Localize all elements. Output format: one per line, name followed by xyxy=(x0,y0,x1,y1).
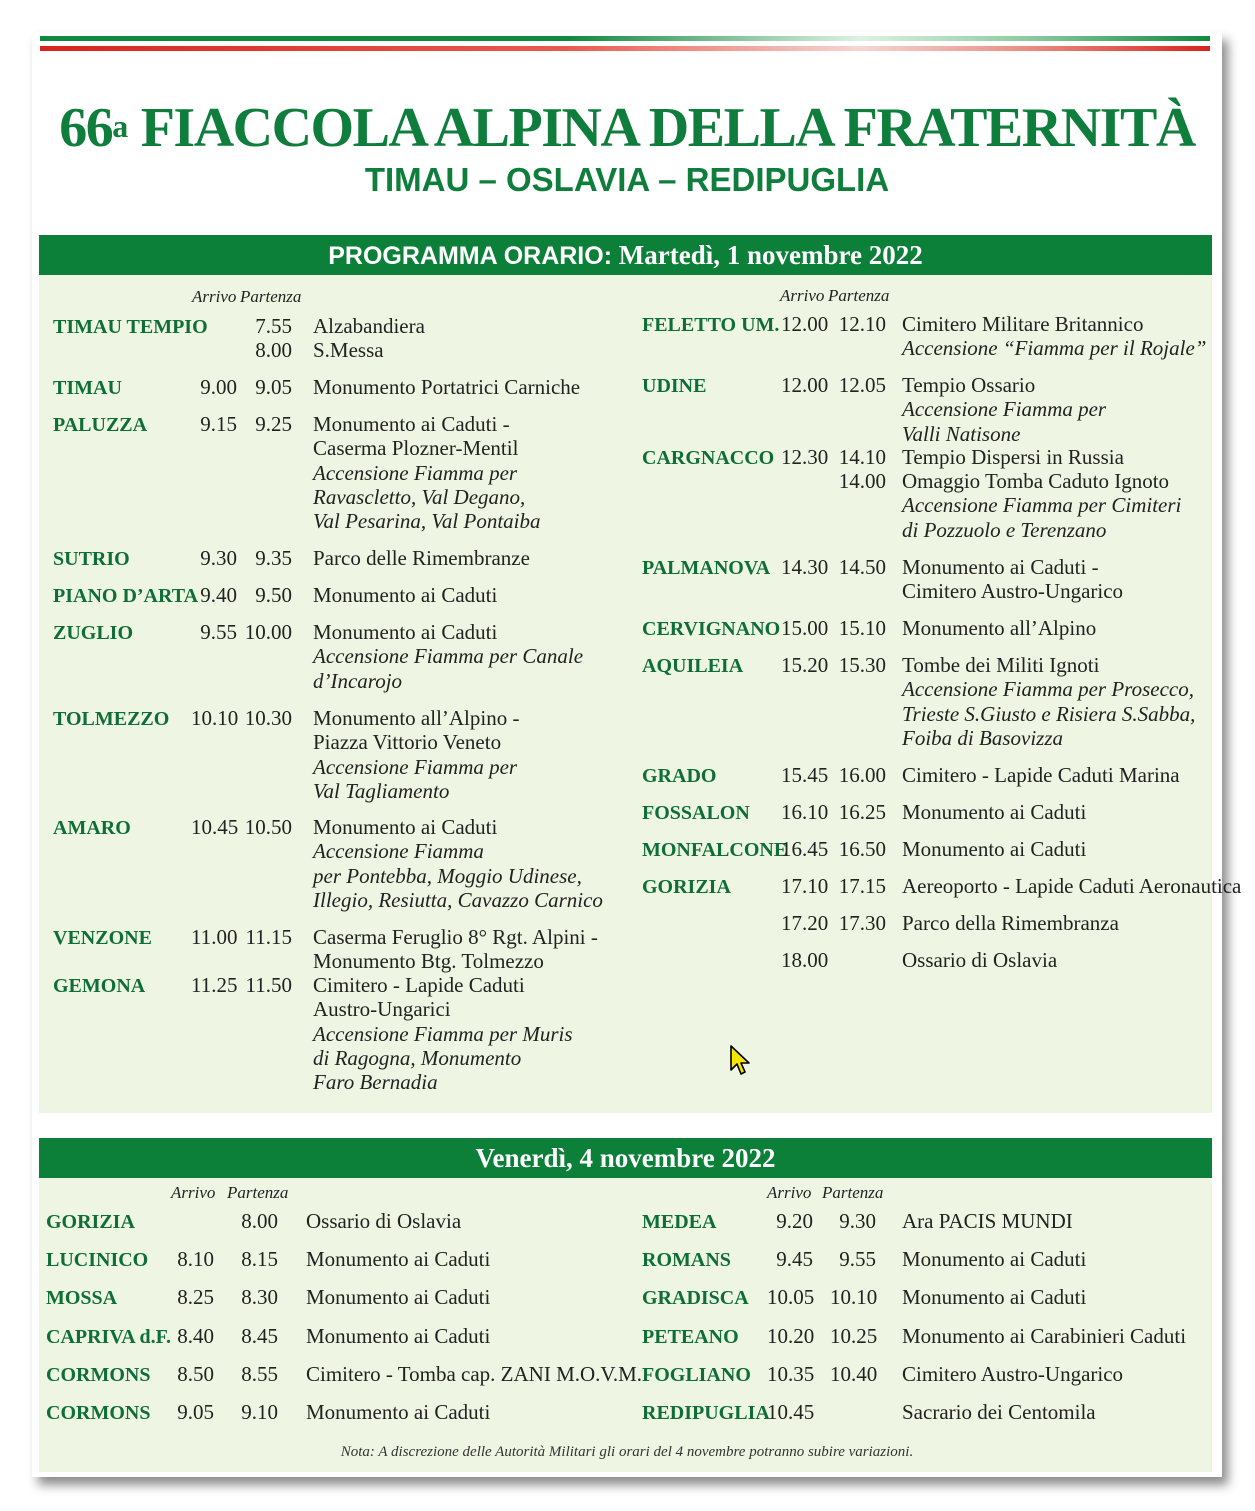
day1-right-venue-line: Monumento ai Caduti xyxy=(902,800,1087,824)
day1-left-arrival-time: 9.55 xyxy=(200,620,237,644)
day2-left-arrival-time: 9.05 xyxy=(177,1400,214,1424)
day2-right-description: Monumento ai Caduti xyxy=(902,1247,1087,1272)
day2-right-place: MEDEA xyxy=(642,1211,717,1233)
day1-right-arrival-time: 16.45 xyxy=(781,837,829,861)
route-subtitle: TIMAU – OSLAVIA – REDIPUGLIA xyxy=(364,161,890,198)
day1-right-venue-line: Cimitero Austro-Ungarico xyxy=(902,579,1124,604)
day1-left-venue-line: Austro-Ungarici xyxy=(313,997,451,1022)
day1-left-description xyxy=(313,583,497,607)
day1-left-departure-time: 11.50 xyxy=(245,973,292,997)
day1-left-note-line: Val Tagliamento xyxy=(313,778,450,803)
day1-left-place: TOLMEZZO xyxy=(53,708,170,730)
day1-right-departure-time: 12.05 xyxy=(838,373,886,397)
day1-right-place: MONFALCONE xyxy=(642,839,788,861)
day1-right-note-line: Foiba di Basovizza xyxy=(902,725,1063,750)
day1-left-arrival-time: 10.45 xyxy=(191,815,239,839)
day1-date: Martedì, 1 novembre 2022 xyxy=(618,240,923,270)
day1-left-description xyxy=(313,412,541,533)
day2-right-arrival-time: 9.45 xyxy=(776,1247,813,1272)
day2-left-place: MOSSA xyxy=(46,1287,118,1310)
day1-right-venue-line: Tombe dei Militi Ignoti xyxy=(902,653,1100,677)
day1-right-departure-time: 16.25 xyxy=(838,800,886,824)
day1-right-place: FOSSALON xyxy=(642,802,750,824)
day1-left-description xyxy=(313,815,603,912)
day1-right-departure-time: 14.10 xyxy=(838,445,886,469)
day1-right-note-line: Trieste S.Giusto e Risiera S.Sabba, xyxy=(902,701,1196,726)
day1-left-arrival-time: 9.40 xyxy=(200,583,237,607)
day1-right-venue-line: Parco della Rimembranza xyxy=(902,911,1119,935)
day1-left-place: TIMAU TEMPIO xyxy=(53,316,208,338)
day1-left-description xyxy=(313,620,583,693)
day1-right-description xyxy=(902,874,1241,898)
day1-right-arrivo-header: Arrivo xyxy=(780,286,825,305)
day1-right-place: AQUILEIA xyxy=(642,655,744,677)
day1-right-description xyxy=(902,445,1124,469)
day2-left-arrival-time: 8.10 xyxy=(177,1247,214,1272)
day1-right-note-line: Accensione Fiamma per Prosecco, xyxy=(902,677,1194,702)
day1-right-description xyxy=(902,312,1206,361)
day2-right-departure-time: 9.55 xyxy=(839,1247,876,1272)
day1-left-note-line: d’Incarojo xyxy=(313,668,403,693)
day1-right-arrival-time: 12.30 xyxy=(781,445,829,469)
day1-left-place: TIMAU xyxy=(53,377,122,399)
day1-left-departure-time: 9.25 xyxy=(255,412,292,436)
day2-left-arrival-time: 8.25 xyxy=(177,1285,214,1310)
day1-left-venue-line: Cimitero - Lapide Caduti xyxy=(313,973,525,997)
day1-left-description xyxy=(313,375,580,399)
day1-right-venue-line: Cimitero - Lapide Caduti Marina xyxy=(902,763,1180,787)
day1-right-departure-time: 14.50 xyxy=(838,555,886,579)
day1-left-departure-time: 9.35 xyxy=(255,546,292,570)
day2-left-place: CORMONS xyxy=(46,1363,151,1386)
day1-left-venue-line: Monumento Btg. Tolmezzo xyxy=(313,949,544,974)
day1-right-venue-line: Cimitero Militare Britannico xyxy=(902,312,1144,336)
day1-left-venue-line: Monumento ai Caduti xyxy=(313,815,498,839)
day2-left-departure-time: 8.30 xyxy=(241,1285,278,1310)
day1-left-venue-line: Piazza Vittorio Veneto xyxy=(313,730,502,755)
day2-right-description: Monumento ai Caduti xyxy=(902,1285,1087,1310)
day1-left-description xyxy=(313,338,384,362)
day1-right-note-line: di Pozzuolo e Terenzano xyxy=(902,517,1107,542)
day1-right-note-line: Accensione Fiamma per xyxy=(902,397,1107,422)
day1-right-departure-time: 14.00 xyxy=(838,469,886,493)
day2-left-description: Ossario di Oslavia xyxy=(306,1209,462,1233)
day2-left-arrival-time: 8.50 xyxy=(177,1361,214,1386)
day1-left-departure-time: 9.05 xyxy=(255,375,292,399)
day1-right-description xyxy=(902,469,1181,542)
day1-right-description xyxy=(902,800,1086,824)
day1-left-place: ZUGLIO xyxy=(53,622,134,644)
day1-right-description xyxy=(902,373,1106,446)
day1-right-departure-time: 15.10 xyxy=(838,616,886,640)
day1-left-place: PALUZZA xyxy=(53,414,148,436)
day2-right-arrival-time: 9.20 xyxy=(776,1209,813,1233)
day2-left-description: Monumento ai Caduti xyxy=(306,1247,491,1272)
day1-left-partenza-header: Partenza xyxy=(240,287,302,306)
day2-right-departure-time: 10.40 xyxy=(830,1361,878,1386)
day1-left-note-line: Illegio, Resiutta, Cavazzo Carnico xyxy=(313,887,603,912)
day1-left-arrivo-header: Arrivo xyxy=(192,287,237,306)
day2-right-departure-time: 10.25 xyxy=(830,1323,878,1348)
day1-right-arrival-time: 15.45 xyxy=(781,763,829,787)
day1-left-departure-time: 10.30 xyxy=(244,706,292,730)
day2-right-arrival-time: 10.45 xyxy=(767,1400,815,1424)
day2-left-departure-time: 8.45 xyxy=(241,1323,278,1348)
day1-right-venue-line: Aereoporto - Lapide Caduti Aeronautica xyxy=(902,874,1242,898)
day1-right-partenza-header: Partenza xyxy=(828,286,890,305)
day2-right-description: Monumento ai Carabinieri Caduti xyxy=(902,1323,1187,1348)
day1-right-venue-line: Tempio Ossario xyxy=(902,373,1036,397)
day1-left-venue-line: Caserma Feruglio 8° Rgt. Alpini - xyxy=(313,925,598,949)
day1-right-place: UDINE xyxy=(642,375,707,397)
day1-right-arrival-time: 15.00 xyxy=(781,616,829,640)
day1-left-departure-time: 9.50 xyxy=(255,583,292,607)
day1-left-venue-line: Monumento Portatrici Carniche xyxy=(313,375,581,399)
day1-left-note-line: Accensione Fiamma per Muris xyxy=(313,1021,573,1046)
day2-left-departure-time: 8.55 xyxy=(241,1361,278,1386)
day2-left-departure-time: 9.10 xyxy=(241,1400,278,1424)
day1-right-note-line: Accensione Fiamma per Cimiteri xyxy=(902,493,1182,518)
day1-right-description xyxy=(902,653,1195,750)
day1-right-venue-line: Monumento all’Alpino xyxy=(902,616,1097,640)
day1-left-arrival-time: 9.15 xyxy=(200,412,237,436)
day2-left-description: Monumento ai Caduti xyxy=(306,1285,491,1310)
day2-right-description: Sacrario dei Centomila xyxy=(902,1400,1096,1424)
day2-left-departure-time: 8.00 xyxy=(241,1209,278,1233)
day1-right-place: CARGNACCO xyxy=(642,447,775,469)
day1-right-venue-line: Ossario di Oslavia xyxy=(902,948,1058,972)
day1-left-departure-time: 11.15 xyxy=(245,925,292,949)
day2-right-arrival-time: 10.05 xyxy=(767,1285,815,1310)
day1-left-note-line: Val Pesarina, Val Pontaiba xyxy=(313,509,541,534)
day1-left-arrival-time: 9.00 xyxy=(200,375,237,399)
day2-left-partenza-header: Partenza xyxy=(227,1183,289,1202)
day1-left-note-line: Accensione Fiamma per xyxy=(313,460,518,485)
day1-left-venue-line: Monumento ai Caduti xyxy=(313,583,498,607)
footnote: Nota: A discrezione delle Autorità Militari gli orari del 4 novembre potranno subire variazioni. xyxy=(340,1444,914,1460)
day1-right-place: FELETTO UM. xyxy=(642,314,780,336)
day1-left-venue-line: Caserma Plozner-Mentil xyxy=(313,436,519,461)
day1-right-arrival-time: 17.20 xyxy=(781,911,829,935)
day2-left-description: Cimitero - Tomba cap. ZANI M.O.V.M. xyxy=(306,1361,643,1386)
day2-left-place: CORMONS xyxy=(46,1402,151,1424)
day1-left-departure-time: 10.00 xyxy=(244,620,292,644)
day1-left-place: VENZONE xyxy=(53,927,152,949)
day1-left-arrival-time: 11.00 xyxy=(191,925,238,949)
day1-right-departure-time: 17.30 xyxy=(838,911,886,935)
day1-left-place: SUTRIO xyxy=(53,548,130,570)
day2-right-place: PETEANO xyxy=(642,1325,739,1348)
day2-right-place: REDIPUGLIA xyxy=(642,1402,770,1424)
day2-left-arrivo-header: Arrivo xyxy=(171,1183,216,1202)
day1-header-band xyxy=(39,235,1212,275)
day1-left-venue-line: Monumento ai Caduti xyxy=(313,620,498,644)
day1-right-venue-line: Tempio Dispersi in Russia xyxy=(902,445,1124,469)
day1-left-departure-time: 8.00 xyxy=(255,338,292,362)
day1-right-place: PALMANOVA xyxy=(642,557,771,579)
day1-left-arrival-time: 9.30 xyxy=(200,546,237,570)
day1-right-description xyxy=(902,948,1057,972)
day1-right-arrival-time: 14.30 xyxy=(781,555,829,579)
day1-right-arrival-time: 17.10 xyxy=(781,874,829,898)
day1-left-description xyxy=(313,973,573,1094)
day1-right-venue-line: Monumento ai Caduti xyxy=(902,837,1087,861)
day2-right-description: Cimitero Austro-Ungarico xyxy=(902,1361,1124,1386)
day1-left-description xyxy=(313,546,530,570)
day1-left-arrival-time: 10.10 xyxy=(191,706,239,730)
main-title: 66$^a$ FIACCOLA ALPINA DELLA FRATERNITÀ xyxy=(59,97,1195,159)
day1-right-place: GORIZIA xyxy=(642,876,731,898)
day1-left-note-line: Accensione Fiamma per Canale xyxy=(313,644,584,669)
day1-right-place: GRADO xyxy=(642,765,717,787)
day1-left-departure-time: 10.50 xyxy=(244,815,292,839)
flag-stripe-red xyxy=(40,46,1210,51)
day1-right-description xyxy=(902,763,1180,787)
day1-left-note-line: Faro Bernadia xyxy=(313,1070,438,1095)
day2-right-departure-time: 9.30 xyxy=(839,1209,876,1233)
day2-header-band xyxy=(39,1138,1212,1178)
day1-right-note-line: Accensione “Fiamma per il Rojale” xyxy=(902,336,1207,361)
day1-left-venue-line: Alzabandiera xyxy=(313,314,425,338)
day2-right-description: Ara PACIS MUNDI xyxy=(902,1209,1073,1233)
day2-right-partenza-header: Partenza xyxy=(822,1183,884,1202)
day1-left-note-line: di Ragogna, Monumento xyxy=(313,1045,522,1070)
day1-right-departure-time: 16.00 xyxy=(838,763,886,787)
day1-right-departure-time: 17.15 xyxy=(838,874,886,898)
day1-right-arrival-time: 12.00 xyxy=(781,312,829,336)
day1-left-place: GEMONA xyxy=(53,975,146,997)
day1-right-place: CERVIGNANO xyxy=(642,618,781,640)
poster-sheet xyxy=(32,32,1242,1477)
day1-right-departure-time: 15.30 xyxy=(838,653,886,677)
day1-left-description xyxy=(313,925,598,974)
day1-left-description xyxy=(313,706,519,803)
day2-left-departure-time: 8.15 xyxy=(241,1247,278,1272)
day2-left-place: CAPRIVA d.F. xyxy=(46,1325,172,1348)
day2-right-arrivo-header: Arrivo xyxy=(767,1183,812,1202)
day1-right-arrival-time: 15.20 xyxy=(781,653,829,677)
day1-left-note-line: Accensione Fiamma xyxy=(313,839,484,864)
day1-left-venue-line: Monumento all’Alpino - xyxy=(313,706,520,730)
day1-left-place: AMARO xyxy=(53,817,131,839)
day1-left-note-line: Accensione Fiamma per xyxy=(313,754,518,779)
day1-right-arrival-time: 18.00 xyxy=(781,948,829,972)
day1-right-note-line: Valli Natisone xyxy=(902,421,1021,446)
day1-right-departure-time: 16.50 xyxy=(838,837,886,861)
day1-right-description xyxy=(902,911,1119,935)
programma-label: PROGRAMMA ORARIO: xyxy=(328,242,613,270)
day1-left-venue-line: Parco delle Rimembranze xyxy=(313,546,530,570)
day2-left-arrival-time: 8.40 xyxy=(177,1323,214,1348)
day2-left-description: Monumento ai Caduti xyxy=(306,1400,491,1424)
day1-left-place: PIANO D’ARTA xyxy=(53,585,199,607)
day1-left-venue-line: S.Messa xyxy=(313,338,384,362)
day1-left-note-line: per Pontebba, Moggio Udinese, xyxy=(313,863,582,888)
day1-left-description xyxy=(313,314,425,338)
day1-right-venue-line: Omaggio Tomba Caduto Ignoto xyxy=(902,469,1170,493)
day2-right-arrival-time: 10.20 xyxy=(767,1323,815,1348)
day2-right-place: FOGLIANO xyxy=(642,1363,751,1386)
day1-left-arrival-time: 11.25 xyxy=(191,973,238,997)
day2-right-arrival-time: 10.35 xyxy=(767,1361,815,1386)
day1-right-arrival-time: 16.10 xyxy=(781,800,829,824)
day1-right-arrival-time: 12.00 xyxy=(781,373,829,397)
day2-date: Venerdì, 4 novembre 2022 xyxy=(475,1143,776,1173)
day2-left-description: Monumento ai Caduti xyxy=(306,1323,491,1348)
day2-left-place: LUCINICO xyxy=(46,1249,149,1272)
mouse-pointer-icon xyxy=(730,1045,752,1077)
flag-stripe-green xyxy=(40,36,1210,41)
day2-left-place: GORIZIA xyxy=(46,1211,135,1233)
day1-right-departure-time: 12.10 xyxy=(838,312,886,336)
day1-right-description xyxy=(902,555,1123,604)
day2-right-place: ROMANS xyxy=(642,1249,731,1272)
day1-right-description xyxy=(902,616,1096,640)
day2-right-place: GRADISCA xyxy=(642,1287,749,1310)
day1-left-venue-line: Monumento ai Caduti - xyxy=(313,412,510,436)
day1-right-venue-line: Monumento ai Caduti - xyxy=(902,555,1099,579)
day2-right-departure-time: 10.10 xyxy=(830,1285,878,1310)
day1-left-note-line: Ravascletto, Val Degano, xyxy=(313,484,526,509)
day1-left-departure-time: 7.55 xyxy=(255,314,292,338)
day1-right-description xyxy=(902,837,1086,861)
